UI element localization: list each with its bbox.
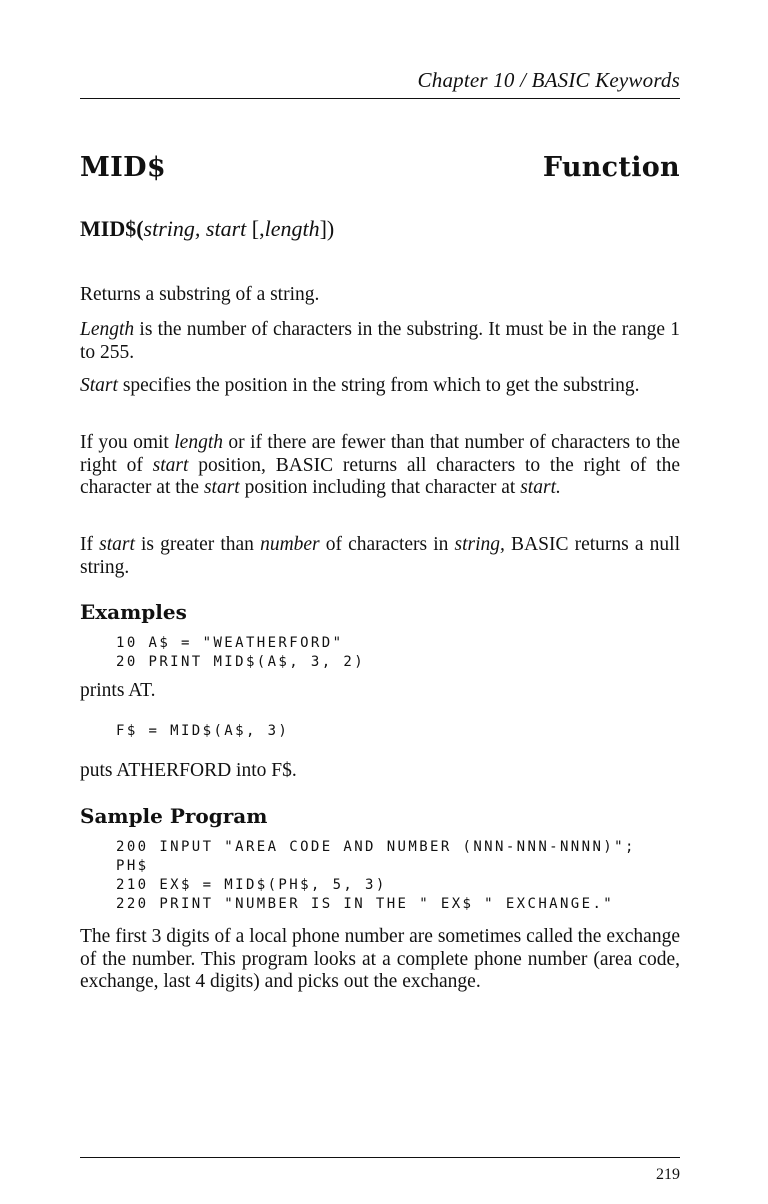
example-code-2: F$ = MID$(A$, 3) bbox=[116, 723, 290, 739]
sample-program-heading: Sample Program bbox=[80, 804, 268, 828]
example-result-1: prints AT. bbox=[80, 680, 156, 701]
entry-title-row bbox=[80, 152, 680, 183]
text-run: BASIC returns a null string. bbox=[80, 534, 680, 578]
term-run: start bbox=[152, 454, 189, 476]
text-run: If bbox=[80, 534, 100, 555]
text-run: of characters in bbox=[319, 534, 455, 555]
term-run: start. bbox=[520, 477, 561, 498]
header-rule bbox=[80, 98, 680, 99]
syntax-optional-open: [, bbox=[246, 216, 265, 241]
keyword-title: MID$ bbox=[80, 152, 166, 183]
sample-program-code: 200 INPUT "AREA CODE AND NUMBER (NNN-NNN-NNNN)"; PH$ 210 EX$ = MID$(PH$, 5, 3) 220 PRINT "NUMBER IS IN THE " EX$ " EXCHANGE." bbox=[116, 839, 636, 912]
description-paragraph: Returns a substring of a string. bbox=[80, 284, 320, 305]
term-run: start bbox=[203, 477, 240, 498]
footer-rule bbox=[80, 1157, 680, 1158]
start-term: Start bbox=[80, 375, 118, 396]
examples-heading: Examples bbox=[80, 600, 187, 624]
null-string-paragraph bbox=[80, 534, 680, 579]
omit-length-paragraph bbox=[80, 432, 680, 500]
syntax-arg-length: length bbox=[264, 216, 320, 241]
syntax-arg-string: string, bbox=[143, 216, 201, 241]
text-run: is greater than bbox=[134, 534, 261, 555]
example-code-1: 10 A$ = "WEATHERFORD" 20 PRINT MID$(A$, 3, 2) bbox=[116, 635, 366, 670]
text-run: or if there are fewer than that number of characters to the right of bbox=[80, 432, 680, 476]
syntax-arg-start: start bbox=[205, 216, 247, 241]
term-run: start bbox=[99, 534, 135, 555]
syntax-keyword: MID$ bbox=[80, 216, 137, 241]
running-head: Chapter 10 / BASIC Keywords bbox=[417, 68, 680, 92]
text-run: If you omit bbox=[80, 432, 175, 453]
start-paragraph bbox=[80, 375, 680, 398]
syntax-open-paren: ( bbox=[136, 216, 144, 241]
page-number: 219 bbox=[656, 1166, 680, 1183]
syntax-line bbox=[80, 216, 334, 242]
start-text: specifies the position in the string from which to get the substring. bbox=[117, 375, 640, 396]
length-text: is the number of characters in the substring. It must be in the range 1 to 255. bbox=[80, 319, 680, 363]
length-paragraph bbox=[80, 319, 680, 364]
length-term: Length bbox=[80, 319, 135, 340]
text-run: position, BASIC returns all characters to the right of the character at the bbox=[80, 454, 680, 498]
term-run: string, bbox=[454, 534, 505, 555]
example-result-2: puts ATHERFORD into F$. bbox=[80, 760, 297, 781]
keyword-kind: Function bbox=[542, 152, 680, 183]
term-run: length bbox=[174, 432, 223, 453]
text-run: position including that character at bbox=[239, 477, 521, 498]
sample-program-description: The first 3 digits of a local phone number are sometimes called the exchange of the number. This program looks at a complete phone number (area code, exchange, last 4 digits) and picks out the exchange. bbox=[80, 926, 680, 992]
term-run: number bbox=[260, 534, 320, 555]
syntax-close: ]) bbox=[319, 216, 335, 241]
